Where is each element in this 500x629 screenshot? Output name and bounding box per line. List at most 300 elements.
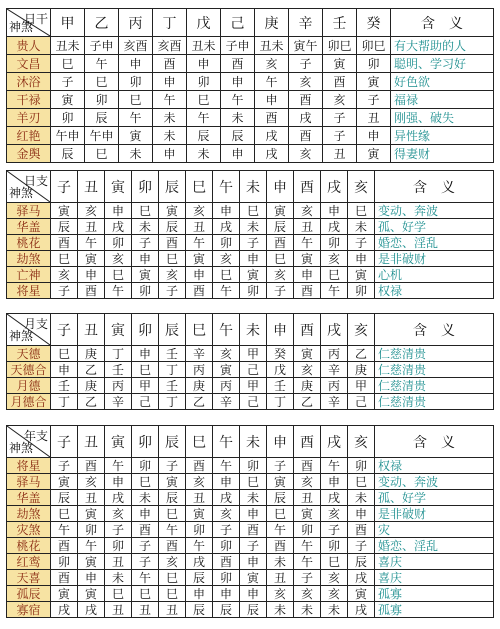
meaning-cell: 孤寡 — [375, 586, 494, 602]
shensha-name: 月德 — [7, 378, 51, 394]
table-row — [7, 394, 494, 410]
table-cell: 子 — [348, 235, 375, 251]
nianzhi-shensha-table — [6, 425, 494, 618]
table-cell: 申 — [221, 145, 255, 163]
table-row — [7, 378, 494, 394]
header-row — [7, 426, 494, 458]
table-cell: 亥 — [321, 586, 348, 602]
meaning-cell: 聪明、学习好 — [391, 55, 494, 73]
table-cell: 巳 — [159, 251, 186, 267]
table-cell: 甲 — [240, 378, 267, 394]
table-cell: 申 — [240, 506, 267, 522]
table-cell: 庚 — [186, 378, 213, 394]
table-cell: 戌 — [105, 219, 132, 235]
table-cell: 申 — [119, 55, 153, 73]
table-cell: 丑 — [294, 490, 321, 506]
table-cell: 子申 — [221, 37, 255, 55]
table-cell: 丁 — [159, 362, 186, 378]
column-header: 戌 — [321, 171, 348, 203]
table-row — [7, 458, 494, 474]
table-cell: 己 — [348, 394, 375, 410]
table-cell: 亥 — [213, 506, 240, 522]
column-header: 巳 — [186, 314, 213, 346]
table-cell: 巳 — [240, 474, 267, 490]
table-cell: 辛 — [321, 394, 348, 410]
meaning-cell: 孤、好学 — [375, 219, 494, 235]
table-cell: 辛 — [105, 394, 132, 410]
meaning-cell: 有大帮助的人 — [391, 37, 494, 55]
table-cell: 乙 — [78, 362, 105, 378]
table-cell: 巳 — [159, 586, 186, 602]
table-cell: 亥 — [294, 474, 321, 490]
table-cell: 寅 — [240, 267, 267, 283]
table-cell: 未 — [294, 602, 321, 618]
table-cell: 寅 — [159, 474, 186, 490]
meaning-cell: 是非破财 — [375, 251, 494, 267]
table-cell: 卯 — [186, 522, 213, 538]
column-header: 寅 — [105, 314, 132, 346]
table-cell: 辰 — [159, 490, 186, 506]
corner-top-label: 月支 — [23, 317, 48, 331]
table-cell: 巳 — [213, 267, 240, 283]
rizhi-shensha-table — [6, 170, 494, 299]
column-header: 午 — [213, 426, 240, 458]
column-header: 子 — [51, 171, 78, 203]
table-cell: 辰 — [267, 219, 294, 235]
column-header: 未 — [240, 426, 267, 458]
table-row — [7, 570, 494, 586]
table-row — [7, 346, 494, 362]
table-cell: 戌 — [289, 109, 323, 127]
table-cell: 辰 — [221, 127, 255, 145]
table-cell: 午 — [159, 522, 186, 538]
table-row — [7, 73, 494, 91]
header-row — [7, 9, 494, 37]
table-cell: 酉 — [51, 538, 78, 554]
table-cell: 壬 — [159, 346, 186, 362]
table-row — [7, 235, 494, 251]
table-cell: 子 — [105, 522, 132, 538]
table-cell: 午 — [213, 458, 240, 474]
column-header: 丑 — [78, 314, 105, 346]
table-cell: 亥 — [289, 73, 323, 91]
shensha-name: 干禄 — [7, 91, 51, 109]
table-cell: 午 — [213, 283, 240, 299]
column-header: 戌 — [321, 314, 348, 346]
shensha-name: 红鸾 — [7, 554, 51, 570]
table-cell: 寅 — [78, 506, 105, 522]
table-cell: 丁 — [267, 394, 294, 410]
table-cell: 未 — [321, 602, 348, 618]
table-row — [7, 219, 494, 235]
rigan-shensha-table — [6, 8, 494, 163]
table-cell: 子 — [132, 538, 159, 554]
table-cell: 亥 — [105, 251, 132, 267]
table-cell: 酉 — [289, 127, 323, 145]
table-cell: 寅 — [323, 55, 357, 73]
table-row — [7, 554, 494, 570]
table-cell: 己 — [240, 394, 267, 410]
table-cell: 卯 — [357, 55, 391, 73]
table-cell: 申 — [105, 203, 132, 219]
table-cell: 未 — [240, 490, 267, 506]
meaning-cell: 好色欲 — [391, 73, 494, 91]
table-cell: 卯巳 — [323, 37, 357, 55]
table-cell: 申 — [213, 586, 240, 602]
column-header: 未 — [240, 171, 267, 203]
table-cell: 亥 — [186, 474, 213, 490]
table-cell: 申 — [321, 474, 348, 490]
table-cell: 戌 — [255, 127, 289, 145]
table-cell: 寅 — [159, 203, 186, 219]
table-cell: 申 — [78, 267, 105, 283]
table-cell: 酉 — [51, 570, 78, 586]
table-cell: 戌 — [321, 219, 348, 235]
table-cell: 亥 — [78, 474, 105, 490]
table-cell: 子 — [348, 538, 375, 554]
table-cell: 卯 — [294, 522, 321, 538]
table-cell: 巳 — [85, 145, 119, 163]
table-cell: 亥 — [321, 251, 348, 267]
table-cell: 巳 — [51, 251, 78, 267]
header-corner — [7, 9, 51, 37]
shensha-name: 劫煞 — [7, 506, 51, 522]
meaning-cell: 喜庆 — [375, 570, 494, 586]
column-header: 亥 — [348, 426, 375, 458]
table-cell: 亥 — [105, 506, 132, 522]
table-cell: 壬 — [105, 362, 132, 378]
table-cell: 午 — [51, 522, 78, 538]
table-cell: 亥 — [78, 203, 105, 219]
table-row — [7, 538, 494, 554]
table-cell: 申 — [221, 73, 255, 91]
table-cell: 未 — [267, 554, 294, 570]
table-cell: 乙 — [294, 394, 321, 410]
table-cell: 己 — [240, 362, 267, 378]
table-cell: 寅 — [186, 251, 213, 267]
table-cell: 辰 — [186, 602, 213, 618]
column-header: 戊 — [187, 9, 221, 37]
table-cell: 辰 — [186, 570, 213, 586]
table-cell: 午 — [78, 235, 105, 251]
corner-bottom-label: 神煞 — [9, 441, 34, 455]
table-cell: 丑 — [323, 145, 357, 163]
shensha-name: 将星 — [7, 283, 51, 299]
table-cell: 酉 — [348, 522, 375, 538]
header-row — [7, 314, 494, 346]
table-cell: 丑 — [105, 554, 132, 570]
table-cell: 戌 — [348, 570, 375, 586]
table-cell: 申 — [240, 586, 267, 602]
table-cell: 子 — [357, 91, 391, 109]
meaning-cell: 婚恋、淫乱 — [375, 235, 494, 251]
table-cell: 巳 — [159, 570, 186, 586]
table-cell: 巳 — [132, 203, 159, 219]
table-cell: 辰 — [213, 602, 240, 618]
shensha-name: 孤辰 — [7, 586, 51, 602]
table-cell: 申 — [348, 251, 375, 267]
shensha-name: 华盖 — [7, 219, 51, 235]
table-cell: 戌 — [105, 490, 132, 506]
column-header: 亥 — [348, 314, 375, 346]
column-header: 申 — [267, 426, 294, 458]
table-cell: 辰 — [267, 490, 294, 506]
table-cell: 丑 — [159, 602, 186, 618]
table-cell: 申 — [153, 145, 187, 163]
table-cell: 卯 — [240, 283, 267, 299]
table-cell: 巳 — [321, 267, 348, 283]
table-cell: 亥 — [186, 203, 213, 219]
table-cell: 未 — [132, 219, 159, 235]
meaning-cell: 仁慈清贵 — [375, 362, 494, 378]
column-header: 午 — [213, 314, 240, 346]
table-cell: 卯 — [132, 283, 159, 299]
table-cell: 申 — [153, 73, 187, 91]
table-cell: 辰 — [187, 127, 221, 145]
table-cell: 癸 — [267, 346, 294, 362]
table-cell: 丑 — [186, 219, 213, 235]
shensha-name: 华盖 — [7, 490, 51, 506]
table-cell: 寅 — [213, 362, 240, 378]
column-header: 丑 — [78, 426, 105, 458]
table-cell: 亥 — [321, 506, 348, 522]
table-cell: 子 — [323, 109, 357, 127]
table-cell: 巳 — [240, 203, 267, 219]
meaning-cell: 变动、奔波 — [375, 203, 494, 219]
meaning-cell: 仁慈清贵 — [375, 346, 494, 362]
table-cell: 卯 — [105, 235, 132, 251]
shensha-name: 天德合 — [7, 362, 51, 378]
table-cell: 丑 — [78, 219, 105, 235]
table-cell: 子申 — [85, 37, 119, 55]
table-cell: 丙 — [321, 346, 348, 362]
table-cell: 丑 — [186, 490, 213, 506]
table-cell: 酉 — [159, 235, 186, 251]
table-cell: 申 — [255, 91, 289, 109]
table-cell: 午 — [294, 235, 321, 251]
table-cell: 寅 — [78, 251, 105, 267]
table-cell: 亥 — [159, 267, 186, 283]
table-cell: 酉 — [186, 458, 213, 474]
column-header: 辰 — [159, 426, 186, 458]
table-cell: 申 — [186, 267, 213, 283]
table-cell: 申 — [240, 251, 267, 267]
table-cell: 子 — [267, 283, 294, 299]
table-cell: 寅 — [119, 127, 153, 145]
column-header: 庚 — [255, 9, 289, 37]
table-cell: 未 — [105, 570, 132, 586]
table-cell: 卯 — [348, 283, 375, 299]
table-cell: 戌 — [213, 219, 240, 235]
table-cell: 巳 — [159, 506, 186, 522]
table-cell: 酉 — [132, 522, 159, 538]
shensha-name: 金舆 — [7, 145, 51, 163]
meaning-header: 含 义 — [375, 426, 494, 458]
table-cell: 申 — [51, 362, 78, 378]
shensha-name: 将星 — [7, 458, 51, 474]
table-cell: 卯 — [213, 538, 240, 554]
table-cell: 午 — [119, 109, 153, 127]
table-cell: 寅 — [267, 474, 294, 490]
table-cell: 乙 — [348, 346, 375, 362]
table-cell: 午 — [321, 283, 348, 299]
table-cell: 亥酉 — [153, 37, 187, 55]
shensha-name: 桃花 — [7, 538, 51, 554]
table-cell: 午 — [267, 522, 294, 538]
table-cell: 子 — [51, 283, 78, 299]
table-cell: 酉 — [213, 554, 240, 570]
table-cell: 酉 — [294, 458, 321, 474]
table-cell: 卯 — [240, 458, 267, 474]
table-cell: 巳 — [267, 251, 294, 267]
table-cell: 辰 — [51, 219, 78, 235]
table-row — [7, 267, 494, 283]
table-cell: 午 — [85, 55, 119, 73]
meaning-cell: 孤寡 — [375, 602, 494, 618]
table-cell: 辰 — [348, 554, 375, 570]
corner-bottom-label: 神煞 — [9, 20, 34, 34]
shensha-name: 沐浴 — [7, 73, 51, 91]
table-row — [7, 602, 494, 618]
table-cell: 巳 — [132, 474, 159, 490]
meaning-cell: 权禄 — [375, 458, 494, 474]
table-cell: 午 — [321, 458, 348, 474]
table-cell: 戌 — [51, 602, 78, 618]
table-cell: 午申 — [51, 127, 85, 145]
table-cell: 申 — [294, 267, 321, 283]
table-cell: 辰 — [240, 602, 267, 618]
table-cell: 寅 — [294, 506, 321, 522]
table-cell: 申 — [105, 474, 132, 490]
table-cell: 申 — [240, 554, 267, 570]
table-cell: 申 — [186, 586, 213, 602]
table-cell: 壬 — [267, 378, 294, 394]
column-header: 寅 — [105, 426, 132, 458]
table-cell: 卯 — [51, 554, 78, 570]
table-cell: 未 — [119, 145, 153, 163]
table-cell: 午 — [221, 91, 255, 109]
shensha-name: 灾煞 — [7, 522, 51, 538]
shensha-name: 劫煞 — [7, 251, 51, 267]
table-cell: 子 — [267, 458, 294, 474]
table-cell: 未 — [153, 127, 187, 145]
table-cell: 乙 — [186, 394, 213, 410]
table-cell: 寅 — [348, 267, 375, 283]
table-cell: 丙 — [105, 378, 132, 394]
table-row — [7, 127, 494, 145]
column-header: 巳 — [186, 171, 213, 203]
yuezhi-shensha-table — [6, 313, 494, 410]
table-cell: 辰 — [159, 219, 186, 235]
table-cell: 丑 — [267, 570, 294, 586]
table-cell: 巳 — [187, 91, 221, 109]
meaning-cell: 福禄 — [391, 91, 494, 109]
header-row — [7, 171, 494, 203]
table-row — [7, 251, 494, 267]
table-cell: 申 — [78, 570, 105, 586]
table-cell: 丑 — [132, 602, 159, 618]
table-cell: 未 — [240, 219, 267, 235]
meaning-cell: 是非破财 — [375, 506, 494, 522]
column-header: 子 — [51, 426, 78, 458]
table-cell: 酉 — [78, 283, 105, 299]
meaning-cell: 婚恋、淫乱 — [375, 538, 494, 554]
table-cell: 巳 — [105, 267, 132, 283]
column-header: 辰 — [159, 171, 186, 203]
table-cell: 亥 — [321, 570, 348, 586]
table-cell: 卯 — [51, 109, 85, 127]
shensha-name: 驿马 — [7, 203, 51, 219]
table-cell: 丑 — [78, 490, 105, 506]
table-cell: 寅 — [132, 267, 159, 283]
meaning-cell: 得妻财 — [391, 145, 494, 163]
table-cell: 午 — [255, 73, 289, 91]
table-cell: 巳 — [132, 362, 159, 378]
table-row — [7, 37, 494, 55]
table-cell: 酉 — [186, 283, 213, 299]
table-row — [7, 203, 494, 219]
table-cell: 寅 — [357, 145, 391, 163]
table-cell: 亥 — [294, 586, 321, 602]
table-cell: 卯 — [213, 235, 240, 251]
column-header: 酉 — [294, 314, 321, 346]
table-cell: 巳 — [51, 506, 78, 522]
table-row — [7, 506, 494, 522]
table-cell: 庚 — [348, 362, 375, 378]
meaning-header: 含 义 — [391, 9, 494, 37]
header-corner — [7, 314, 51, 346]
table-row — [7, 145, 494, 163]
column-header: 丑 — [78, 171, 105, 203]
column-header: 酉 — [294, 171, 321, 203]
table-cell: 戊 — [267, 362, 294, 378]
table-cell: 午 — [105, 458, 132, 474]
table-cell: 丙 — [186, 362, 213, 378]
table-cell: 戌 — [186, 554, 213, 570]
shensha-name: 桃花 — [7, 235, 51, 251]
column-header: 未 — [240, 314, 267, 346]
column-header: 卯 — [132, 314, 159, 346]
table-cell: 亥 — [323, 91, 357, 109]
meaning-cell: 灾 — [375, 522, 494, 538]
table-cell: 子 — [159, 458, 186, 474]
table-cell: 巳 — [119, 91, 153, 109]
table-cell: 子 — [323, 127, 357, 145]
table-cell: 子 — [240, 235, 267, 251]
table-cell: 丙 — [213, 378, 240, 394]
column-header: 丁 — [153, 9, 187, 37]
table-cell: 寅 — [267, 203, 294, 219]
table-cell: 酉 — [289, 91, 323, 109]
table-cell: 子 — [51, 73, 85, 91]
table-cell: 巳 — [267, 506, 294, 522]
table-cell: 辰 — [51, 490, 78, 506]
column-header: 乙 — [85, 9, 119, 37]
table-row — [7, 362, 494, 378]
table-cell: 亥 — [159, 554, 186, 570]
column-header: 子 — [51, 314, 78, 346]
table-cell: 卯 — [321, 538, 348, 554]
table-cell: 亥 — [213, 251, 240, 267]
table-cell: 巳 — [348, 474, 375, 490]
table-cell: 申 — [187, 55, 221, 73]
table-cell: 酉 — [294, 283, 321, 299]
table-cell: 申 — [213, 474, 240, 490]
table-cell: 寅 — [51, 586, 78, 602]
table-cell: 丁 — [105, 346, 132, 362]
table-cell: 酉 — [267, 235, 294, 251]
table-cell: 壬 — [159, 378, 186, 394]
